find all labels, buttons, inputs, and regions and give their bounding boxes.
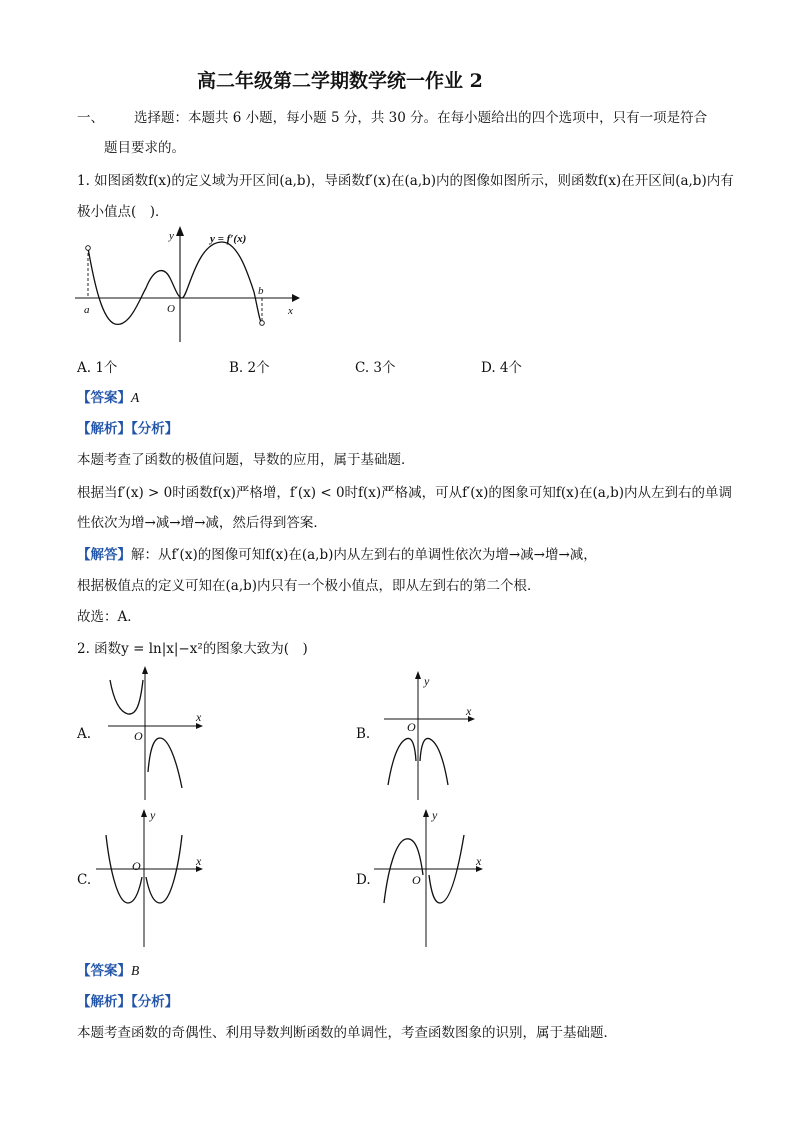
section-number: 一、 (77, 110, 104, 126)
q1-open-endpoint-b (260, 321, 265, 326)
q1-option-c: C. 3个 (355, 360, 396, 376)
q1-b-label: b (258, 285, 264, 297)
q1-solution-line1 (77, 543, 597, 563)
q1-final-answer: 故选：A． (77, 609, 141, 625)
q1-open-endpoint-a (86, 246, 91, 251)
q1-x-axis-arrow (292, 294, 300, 302)
q2-option-a-graph (100, 660, 210, 800)
q2-b-origin-label: O (407, 720, 416, 734)
q1-reason-line1: 根据当f′(x) > 0时函数f(x)严格增，f′(x) < 0时f(x)严格减，可从f′(x)的图象可知f(x)在(a,b)内从左到右的单调 (77, 485, 733, 501)
q1-option-d: D. 4个 (481, 360, 523, 376)
q1-stem-line1: 1. 如图函数f(x)的定义域为开区间(a,b)，导函数f′(x)在(a,b)内的图像如图所示，则函数f(x)在开区间(a,b)内有 (77, 173, 734, 189)
q2-answer (77, 959, 139, 979)
q2-c-y-label: y (150, 808, 156, 822)
q2-b-y-label: y (424, 674, 430, 688)
q2-b-right-branch (420, 738, 448, 785)
q2-d-x-label: x (476, 854, 482, 868)
q1-x-label: x (288, 305, 293, 317)
q2-option-a-label: A. (77, 726, 92, 742)
q2-option-b-label: B. (356, 726, 371, 742)
section-instructions-line1: 选择题：本题共 6 小题，每小题 5 分，共 30 分。在每小题给出的四个选项中，只有一项是符合 (134, 110, 708, 126)
q2-option-d-graph (370, 805, 490, 950)
q2-a-left-branch (110, 680, 143, 714)
q1-option-b: B. 2个 (229, 360, 270, 376)
q2-option-d-label: D. (356, 872, 371, 888)
q1-stem-line2: 极小值点( )． (77, 204, 169, 220)
q1-reason-line2: 性依次为增→减→增→减，然后得到答案． (77, 515, 327, 531)
q2-b-left-branch (388, 738, 416, 785)
q2-option-b-graph (378, 665, 488, 800)
q2-c-x-label: x (196, 854, 202, 868)
q1-a-label: a (84, 304, 90, 316)
q2-analysis-heading: 【解析】【分析】 (77, 994, 179, 1010)
q1-answer (77, 386, 139, 406)
section-instructions-line2: 题目要求的。 (104, 140, 185, 156)
q2-answer-value: B (131, 963, 140, 978)
q1-solution-line2: 根据极值点的定义可知在(a,b)内只有一个极小值点，即从左到右的第二个根． (77, 578, 541, 594)
q1-derivative-curve (88, 242, 262, 324)
q1-derivative-graph (70, 222, 310, 347)
q2-answer-label: 【答案】 (77, 963, 131, 979)
q2-a-x-label: x (196, 710, 202, 724)
q2-stem: 2. 函数y = ln|x|−x²的图象大致为( ) (77, 641, 308, 657)
q1-answer-value: A (131, 390, 140, 405)
q2-b-x-label: x (466, 704, 472, 718)
q1-y-label: y (169, 230, 174, 242)
q2-a-right-branch (148, 738, 182, 788)
q1-option-a: A. 1个 (77, 360, 118, 376)
page-title: 高二年级第二学期数学统一作业 2 (197, 70, 483, 92)
q2-a-origin-label: O (134, 729, 143, 743)
q2-d-origin-label: O (412, 873, 421, 887)
q2-analysis-text: 本题考查函数的奇偶性、利用导数判断函数的单调性，考查函数图象的识别，属于基础题． (77, 1025, 617, 1041)
q1-origin-label: O (167, 303, 175, 315)
q1-curve-label: y = f′(x) (210, 233, 247, 245)
q2-d-left-branch (384, 839, 423, 903)
q1-answer-label: 【答案】 (77, 390, 131, 406)
q1-analysis-heading: 【解析】【分析】 (77, 421, 179, 437)
q2-d-y-label: y (432, 808, 438, 822)
q2-option-c-graph (92, 805, 212, 950)
q2-option-c-label: C. (77, 872, 92, 888)
q1-solution-text: 解：从f′(x)的图像可知f(x)在(a,b)内从左到右的单调性依次为增→减→增→减， (131, 547, 597, 563)
q1-y-axis-arrow (176, 226, 184, 236)
q1-analysis-text: 本题考查了函数的极值问题，导数的应用，属于基础题． (77, 452, 415, 468)
q2-c-origin-label: O (132, 859, 141, 873)
q1-solution-label: 【解答】 (77, 547, 131, 563)
